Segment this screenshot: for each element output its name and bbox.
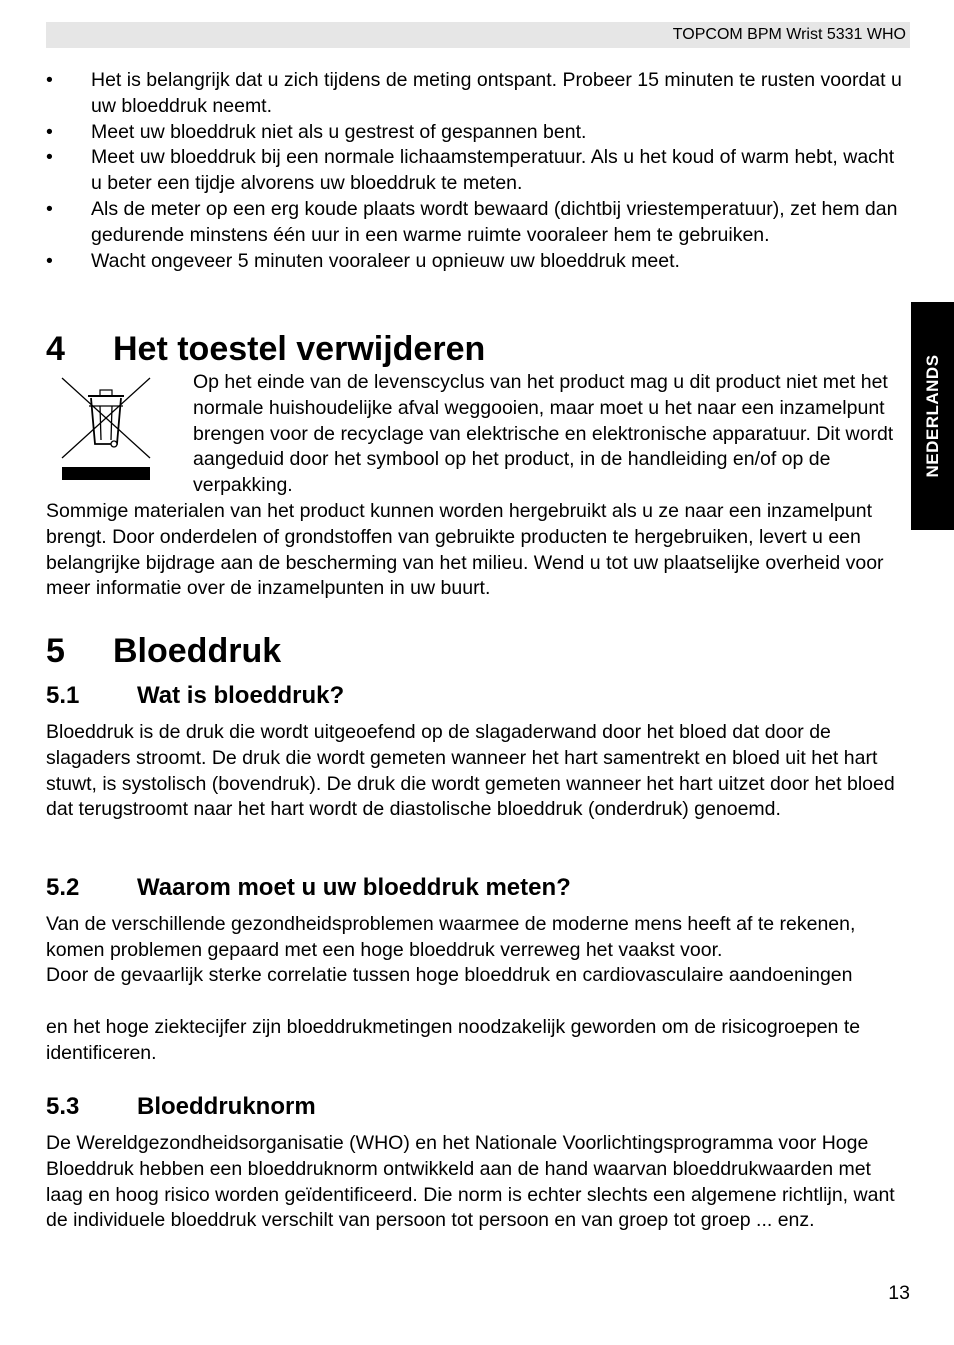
list-item: • Als de meter op een erg koude plaats wordt bewaard (dichtbij vriestemperatuur), zet hem dan gedurende minstens één uur in een warme ruimte vooraleer hem te gebruiken.: [46, 197, 910, 249]
subsection-title: Bloeddruknorm: [137, 1093, 316, 1120]
section-number: 5: [46, 632, 65, 670]
section-title: Het toestel verwijderen: [113, 330, 486, 368]
language-tab: [911, 302, 954, 530]
measure-reason-text-3: en het hoge ziektecijfer zijn bloeddrukmetingen noodzakelijk geworden om de risicogroepen te identificeren.: [46, 1016, 861, 1064]
section-5-heading: [46, 631, 281, 671]
measure-reason-text-2: Door de gevaarlijk sterke correlatie tussen hoge bloeddruk en cardiovasculaire aandoeningen: [46, 964, 853, 986]
list-item: • Meet uw bloeddruk bij een normale lichaamstemperatuur. Als u het koud of warm hebt, wacht u beter een tijdje alvorens uw bloeddruk te meten.: [46, 145, 910, 197]
section-title: Bloeddruk: [113, 632, 282, 670]
page-header: [46, 22, 910, 48]
section-5-1-heading: [46, 681, 344, 711]
weee-crossed-bin-icon: [56, 374, 156, 484]
language-tab-label: NEDERLANDS: [922, 354, 942, 478]
section-5-3-heading: [46, 1092, 316, 1122]
header-title: TOPCOM BPM Wrist 5331 WHO: [672, 26, 906, 43]
section-5-2-heading: [46, 873, 571, 903]
blood-pressure-norm-text: De Wereldgezondheidsorganisatie (WHO) en het Nationale Voorlichtingsprogramma voor Hoge Bloeddruk hebben een bloeddruknorm ontwikkeld aan de hand waarvan bloeddrukwaarden met laag en hoog risico worden geïdentificeerd. Die norm is echter slechts een algemene richtlijn, want de individuele bloeddruk verschilt van persoon tot persoon en van groep tot groep ... enz.: [46, 1132, 895, 1232]
subsection-number: 5.3: [46, 1093, 80, 1120]
subsection-number: 5.1: [46, 682, 80, 709]
measure-reason-text-1: Van de verschillende gezondheidsproblemen waarmee de moderne mens heeft af te rekenen, komen problemen gepaard met een hoge bloeddruk verreweg het vaakst voor.: [46, 913, 856, 961]
subsection-title: Waarom moet u uw bloeddruk meten?: [137, 874, 571, 901]
disposal-intro-text: Op het einde van de levenscyclus van het product mag u dit product niet met het normale huishoudelijke afval weggooien, maar moet u het naar een inzamelpunt brengen voor de recyclage van elektrische en elektronische apparatuur. Dit wordt aangeduid door het symbool op het product, in de handleiding en/of op de verpakking.: [193, 371, 894, 497]
list-item: • Wacht ongeveer 5 minuten vooraleer u opnieuw uw bloeddruk meet.: [46, 249, 910, 275]
list-item: • Het is belangrijk dat u zich tijdens de meting ontspant. Probeer 15 minuten te rusten voordat u uw bloeddruk neemt.: [46, 68, 910, 120]
section-number: 4: [46, 330, 65, 368]
disposal-body-text: Sommige materialen van het product kunnen worden hergebruikt als u ze naar een inzamelpunt brengt. Door onderdelen of grondstoffen van gebruikte producten te hergebruiken, levert u een belangrijke bijdrage aan de bescherming van het milieu. Wend u tot uw plaatselijke overheid voor meer informatie over de inzamelpunten in uw buurt.: [46, 500, 884, 600]
blood-pressure-definition-text: Bloeddruk is de druk die wordt uitgeoefend op de slagaderwand door het bloed dat door de slagaders stroomt. De druk die wordt gemeten wanneer het hart samentrekt en bloed uit het hart stuwt, is systolisch (bovendruk). De druk die wordt gemeten wanneer het hart uitzet door het bloed dat terugstroomt naar het hart wordt de diastolische bloeddruk (onderdruk) genoemd.: [46, 721, 895, 821]
list-item: • Meet uw bloeddruk niet als u gestrest of gespannen bent.: [46, 120, 910, 146]
page-number: 13: [888, 1282, 910, 1304]
subsection-title: Wat is bloeddruk?: [137, 682, 345, 709]
section-4-heading: [46, 329, 485, 369]
subsection-number: 5.2: [46, 874, 80, 901]
precaution-list: [46, 68, 910, 274]
